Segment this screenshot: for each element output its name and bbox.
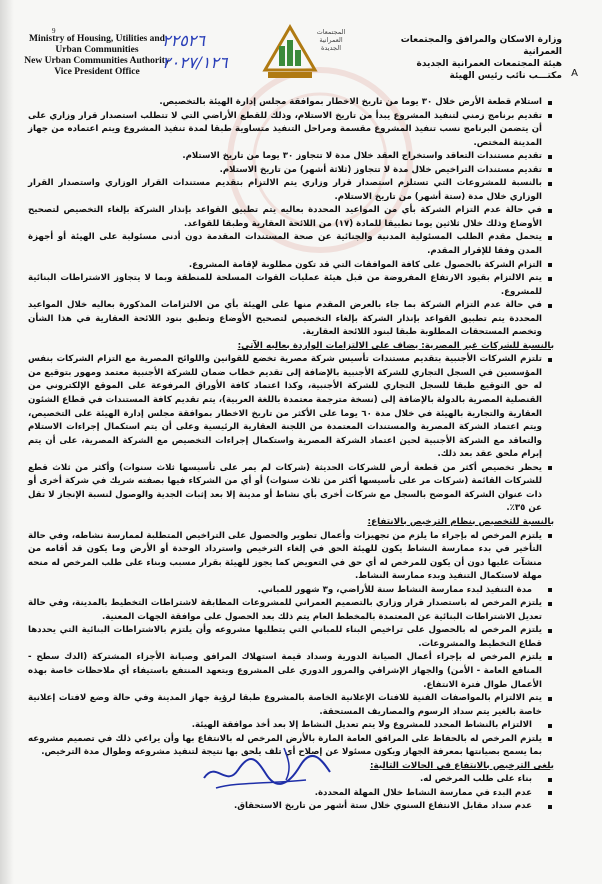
section-heading: يلغى الترخيص بالانتفاع في الحالات التالية: bbox=[369, 760, 554, 771]
clause-item: تقديم مستندات التعاقد واستخراج العقد خلال مدة لا تتجاوز ٣٠ يوما من تاريخ الاستلام. bbox=[28, 150, 554, 164]
document-body bbox=[28, 96, 554, 814]
page-number: 9 bbox=[52, 27, 56, 35]
clause-item: عدم البدء في ممارسة النشاط خلال المهلة المحددة. bbox=[28, 787, 554, 801]
header-ar-line: هيئة المجتمعات العمرانية الجديدة bbox=[416, 59, 562, 69]
handwritten-reference bbox=[162, 30, 266, 74]
clause-item: يتم الالتزام بقيود الارتفاع المفروضة من قبل هيئة عمليات القوات المسلحة للمنطقة وبما لا يتجاوز الاشتراطات البنائية للمشروع. bbox=[28, 272, 554, 299]
clause-item: تلتزم الشركات الأجنبية بتقديم مستندات تأسيس شركة مصرية تخضع للقوانين واللوائح المصرية مع التزام الشركات بنفس المؤسسين في السجل التجاري للشركة الأجنبية بالإضافة إلى تقديم خطاب ضمان للشركة الأجنبية معتمد ومهور بتوقيع من له حق التوقيع طبقا للسجل التجاري للشركة الأجنبية، وكذا اعتماد كافة الأوراق المرفوعة على الموقع الإلكتروني من القنصلية المصرية بالدولة بالإضافة إلى (نسخة مترجمة معتمدة باللغة العربية)، يتم تقديم كافة المستندات في قطاع الشئون العقارية والتجارية بالهيئة في خلال مدة ٦٠ يوما على الأكثر من تاريخ الاخطار بموافقة مجلس إدارة الهيئة على التخصيص، ويتم اعتماد الشركة المصرية والمستندات المعتمدة من اللجنة العقارية الرئيسية وعلى أن يتم استكمال إجراءات الاستلام والتعاقد مع الشركة الأجنبية لحين اعتماد الشركة المصرية واستكمال إجراءات التخصيص مع الشركة المصرية، على أن يتم إبرام ملحق عقد بعد ذلك. bbox=[28, 353, 554, 461]
clause-item: مدة التنفيذ لبدء ممارسة النشاط سنة للأراضي، و٣ شهور للمباني. bbox=[28, 584, 554, 598]
header-ar-line: مكتـــب نائب رئيس الهيئة bbox=[449, 71, 562, 81]
clause-item: تقديم مستندات التراخيص خلال مدة لا تتجاوز (ثلاثة أشهر) من تاريخ الاستلام. bbox=[28, 164, 554, 178]
clause-item: بناء على طلب المرخص له. bbox=[28, 773, 554, 787]
clause-item: التزام الشركة بالحصول على كافة الموافقات التي قد تكون مطلوبة لإقامة المشروع. bbox=[28, 259, 554, 273]
margin-letter: A bbox=[571, 68, 578, 79]
clause-item: الالتزام بالنشاط المحدد للمشروع ولا يتم تعديل النشاط إلا بعد أخذ موافقة الهيئة. bbox=[28, 719, 554, 733]
authority-logo bbox=[262, 24, 318, 82]
clause-item: يحظر تخصيص أكثر من قطعة أرض للشركات الحديثة (شركات لم يمر على تأسيسها ثلاث سنوات) وأكثر من ثلاث قطع للشركات القائمة (شركات مر على تأسيسها أكثر من ثلاث سنوات) أو أي من الشركاء فيها بصفته شريك في شركة أخرى أو ذات عنوان الشركة الموضح بالسجل مع شركات أخرى بأي نشاط أو مدينة إلا بعد إثبات الجدية والوصول لنسبة الإنجاز لا تقل عن ٣٥٪. bbox=[28, 462, 554, 516]
clause-item: يلتزم المرخص له بالحفاظ على المرافق العامة المارة بالأرض المرخص له بالانتفاع بها وأن يراعي ذلك في تصميم مشروعه بما يسمح بصيانتها بمعرفة الجهاز ويكون مسئولا عن إصلاح أي تلف يلحق بها نتيجة لتنفيذ مشروعه وطوال مدة الترخيص. bbox=[28, 733, 554, 760]
clause-item: يلتزم المرخص له بإجراء أعمال الصيانة الدورية وسداد قيمة استهلاك المرافق وصيانة الأجزاء المشتركة (الدك سطح - المنافع العامة - الأمن) والجهاز الإشرافي والمرور الدوري على المشروع ويتعهد المنتفع باستيفاء أي ملاحظات خاصة بهذه الأعمال طوال فترة الانتفاع. bbox=[28, 651, 554, 692]
handwritten-signature bbox=[196, 738, 336, 798]
clause-item: عدم سداد مقابل الانتفاع السنوي خلال ستة أشهر من تاريخ الاستحقاق. bbox=[28, 800, 554, 814]
header-ministry-arabic bbox=[362, 34, 562, 82]
clause-item: يلتزم المرخص له بالحصول على تراخيص البناء للمباني التي يتطلبها مشروعه وأن يلتزم بالاشتراطات البنائية التي يحددها قطاع التخطيط والمشروعات. bbox=[28, 624, 554, 651]
clause-item: يتم الالتزام بالمواصفات الفنية للافتات الإعلانية الخاصة بالمشروع طبقا لرؤية جهاز المدينة وفي حالة وضع لافتات إعلانية خاصة بالغير يتم سداد الرسوم والمصاريف المستحقة. bbox=[28, 692, 554, 719]
handwritten-line: ٢٢٥٢٦ bbox=[162, 31, 205, 50]
clause-item: يلتزم المرخص له بإجراء ما يلزم من تجهيزات وأعمال تطوير والحصول على التراخيص المتطلبة لممارسة نشاطه، وفي حالة التأخير في بدء ممارسة النشاط يكون للهيئة الحق في إلغاء الترخيص واسترداد الوحدة أو الأرض وما يكون قد أقامه من منشآت عليها دون أن يكون للمرخص له أي حق في التعويض كما يجوز للهيئة بقرار مسبب وبناء على طلب المرخص له منحه مهلة لاستكمال التنفيذ وبدء ممارسة النشاط. bbox=[28, 530, 554, 584]
header-en-line: Vice President Office bbox=[54, 67, 140, 77]
header-en-line: New Urban Communities Authority bbox=[24, 56, 170, 66]
clause-item: في حالة عدم التزام الشركة بما جاء بالعرض المقدم منها على الهيئة بأي من الالتزامات المذكورة بعاليه خلال المواعيد المحددة يتم تطبيق القواعد بإنذار الشركة بإلغاء التخصيص لتصحيح الأوضاع وتطبق بنود اللائحة العقارية في هذا الشأن وتخصم المستحقات المطلوبة طبقا لبنود اللائحة العقارية. bbox=[28, 299, 554, 340]
logo-caption: المجتمعات العمرانية الجديدة bbox=[316, 28, 346, 52]
handwritten-line: ٢٠٢٧/١٢٦ bbox=[162, 53, 228, 72]
clause-item: في حالة عدم التزام الشركة بأي من المواعيد المحددة بعاليه يتم تطبيق القواعد بإنذار الشركة بإلغاء التخصيص لتصحيح الأوضاع وذلك خلال ثلاثين يوما تطبيقا للمادة (١٧) من اللائحة العقارية وطبقا للقواعد. bbox=[28, 204, 554, 231]
header-ministry-english bbox=[22, 27, 172, 78]
header-en-line: Ministry of Housing, Utilities and bbox=[29, 34, 165, 44]
clause-item: بالنسبة للمشروعات التي تستلزم استصدار قرار وزاري يتم الالتزام بتقديم مستندات القرار الوزاري واستصدار القرار الوزاري خلال مدة (ستة أشهر) من تاريخ الاستلام. bbox=[28, 177, 554, 204]
section-heading: بالنسبة للشركات غير المصرية: يضاف على الالتزامات الواردة بعاليه الآتي: bbox=[237, 340, 554, 351]
clause-item: تقديم برنامج زمني لتنفيذ المشروع يبدأ من تاريخ الاستلام، وذلك للقطع الأراضي التي لا تتطلب استصدار قرار وزاري على أن يتضمن البرنامج نسب تنفيذ المشروع مقسمة ومراحل التنفيذ متساوية طبقا لمدة تنفيذ المشروع ويتم اعتماده من جهاز المدينة المختص. bbox=[28, 110, 554, 151]
header-ar-line: وزارة الاسكان والمرافق والمجتمعات العمرانية bbox=[400, 35, 562, 57]
section-heading: بالنسبة للتخصيص بنظام الترخيص بالانتفاع: bbox=[367, 516, 554, 527]
header-en-line: Urban Communities bbox=[55, 45, 139, 55]
clause-item: يلتزم المرخص له باستصدار قرار وزاري بالتصميم العمراني للمشروعات المطابقة لاشتراطات التخطيط بالمدينة، وفي حالة تعديل الاشتراطات البنائية عن المعتمدة بالمخطط العام يتم ذلك بعد الحصول على موافقة الجهات المعنية. bbox=[28, 597, 554, 624]
clause-item: يتحمل مقدم الطلب المسئولية المدنية والجنائية عن صحة المستندات المقدمة دون أدنى مسئولية على الهيئة أو أجهزة المدن وفقا للإقرار المقدم. bbox=[28, 231, 554, 258]
clause-item: استلام قطعة الأرض خلال ٣٠ يوما من تاريخ الاخطار بموافقة مجلس إدارة الهيئة بالتخصيص. bbox=[28, 96, 554, 110]
